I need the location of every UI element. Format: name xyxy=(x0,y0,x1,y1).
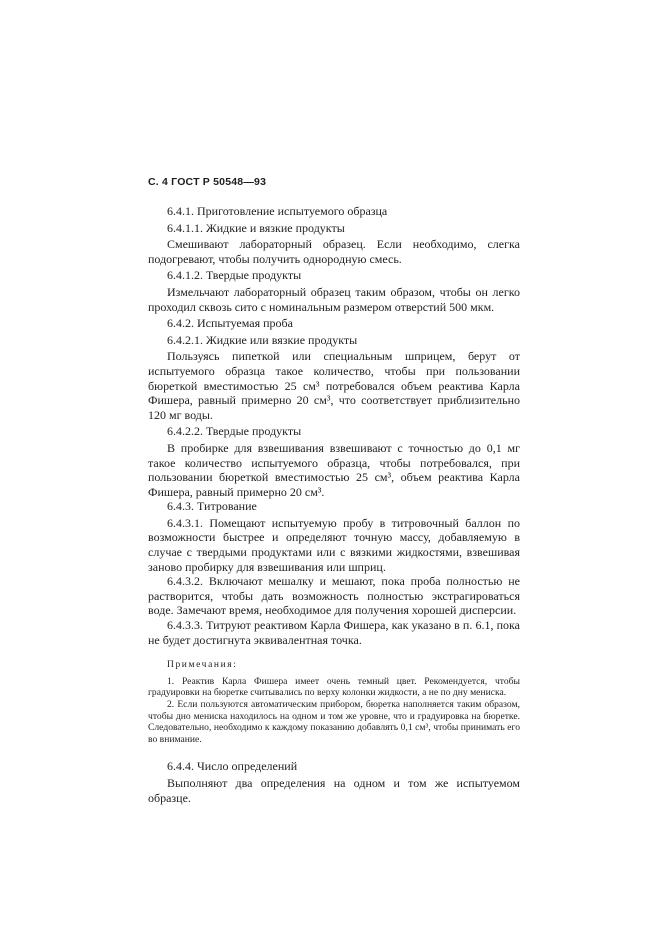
paragraph-6-4-3-1: 6.4.3.1. Помещают испытуемую пробу в титровочный баллон по возможности быстрее и определяют точную массу, добавляемую в случае с твердыми продуктами или с вязкими жидкостями, взвешивая заново пробирку для взвешивания или шприц. xyxy=(148,515,520,574)
heading-6-4-1-1: 6.4.1.1. Жидкие и вязкие продукты xyxy=(167,220,345,235)
note-1: 1. Реактив Карла Фишера имеет очень темный цвет. Рекомендуется, чтобы градуировки на бюретке считывались по верху колонки жидкости, а не по дну мениска. xyxy=(148,675,520,699)
paragraph-6-4-2-2: В пробирке для взвешивания взвешивают с точностью до 0,1 мг такое количество испытуемого образца, чтобы потребовался, при пользовании бюреткой вместимостью 25 см³, объем реактива Карла Фишера, равный примерно 20 см³. xyxy=(148,440,520,499)
paragraph-6-4-1-1: Смешивают лабораторный образец. Если необходимо, слегка подогревают, чтобы получить однородную смесь. xyxy=(148,237,520,266)
document-body xyxy=(148,204,520,805)
heading-6-4-2-2: 6.4.2.2. Твердые продукты xyxy=(167,424,302,439)
heading-6-4-2-1: 6.4.2.1. Жидкие или вязкие продукты xyxy=(167,332,358,347)
paragraph-6-4-3-2: 6.4.3.2. Включают мешалку и мешают, пока проба полностью не растворится, чтобы дать возможность полностью экстрагироваться воде. Замечают время, необходимое для получения хорошей дисперсии. xyxy=(148,574,520,618)
notes-title: Примечания: xyxy=(167,660,238,671)
note-2: 2. Если пользуются автоматическим прибором, бюретка наполняется таким образом, чтобы дно мениска находилось на одном и том же уровне, что и градуировка на бюретке. Следовательно, необходимо к каждому показанию добавлять 0,1 см³, чтобы принимать его во внимание. xyxy=(148,699,520,745)
heading-6-4-3: 6.4.3. Титрование xyxy=(167,499,257,514)
heading-6-4-2: 6.4.2. Испытуемая проба xyxy=(167,316,293,331)
paragraph-6-4-3-3: 6.4.3.3. Титруют реактивом Карла Фишера, как указано в п. 6.1, пока не будет достигнута эквивалентная точка. xyxy=(148,618,520,647)
paragraph-6-4-2-1: Пользуясь пипеткой или специальным шприцем, берут от испытуемого образца такое количество, чтобы при пользовании бюреткой вместимостью 25 см³ потребовался объем реактива Карла Фишера, равный примерно 20 см³, что соответствует приблизительно 120 мг воды. xyxy=(148,349,520,422)
paragraph-6-4-4: Выполняют два определения на одном и том же испытуемом образце. xyxy=(148,775,520,805)
heading-6-4-4: 6.4.4. Число определений xyxy=(167,759,298,774)
page-header: С. 4 ГОСТ Р 50548—93 xyxy=(148,176,267,188)
heading-6-4-1: 6.4.1. Приготовление испытуемого образца xyxy=(167,204,388,218)
paragraph-6-4-1-2: Измельчают лабораторный образец таким образом, чтобы он легко проходил сквозь сито с номинальным размером отверстий 500 мкм. xyxy=(148,284,520,314)
heading-6-4-1-2: 6.4.1.2. Твердые продукты xyxy=(167,268,302,283)
